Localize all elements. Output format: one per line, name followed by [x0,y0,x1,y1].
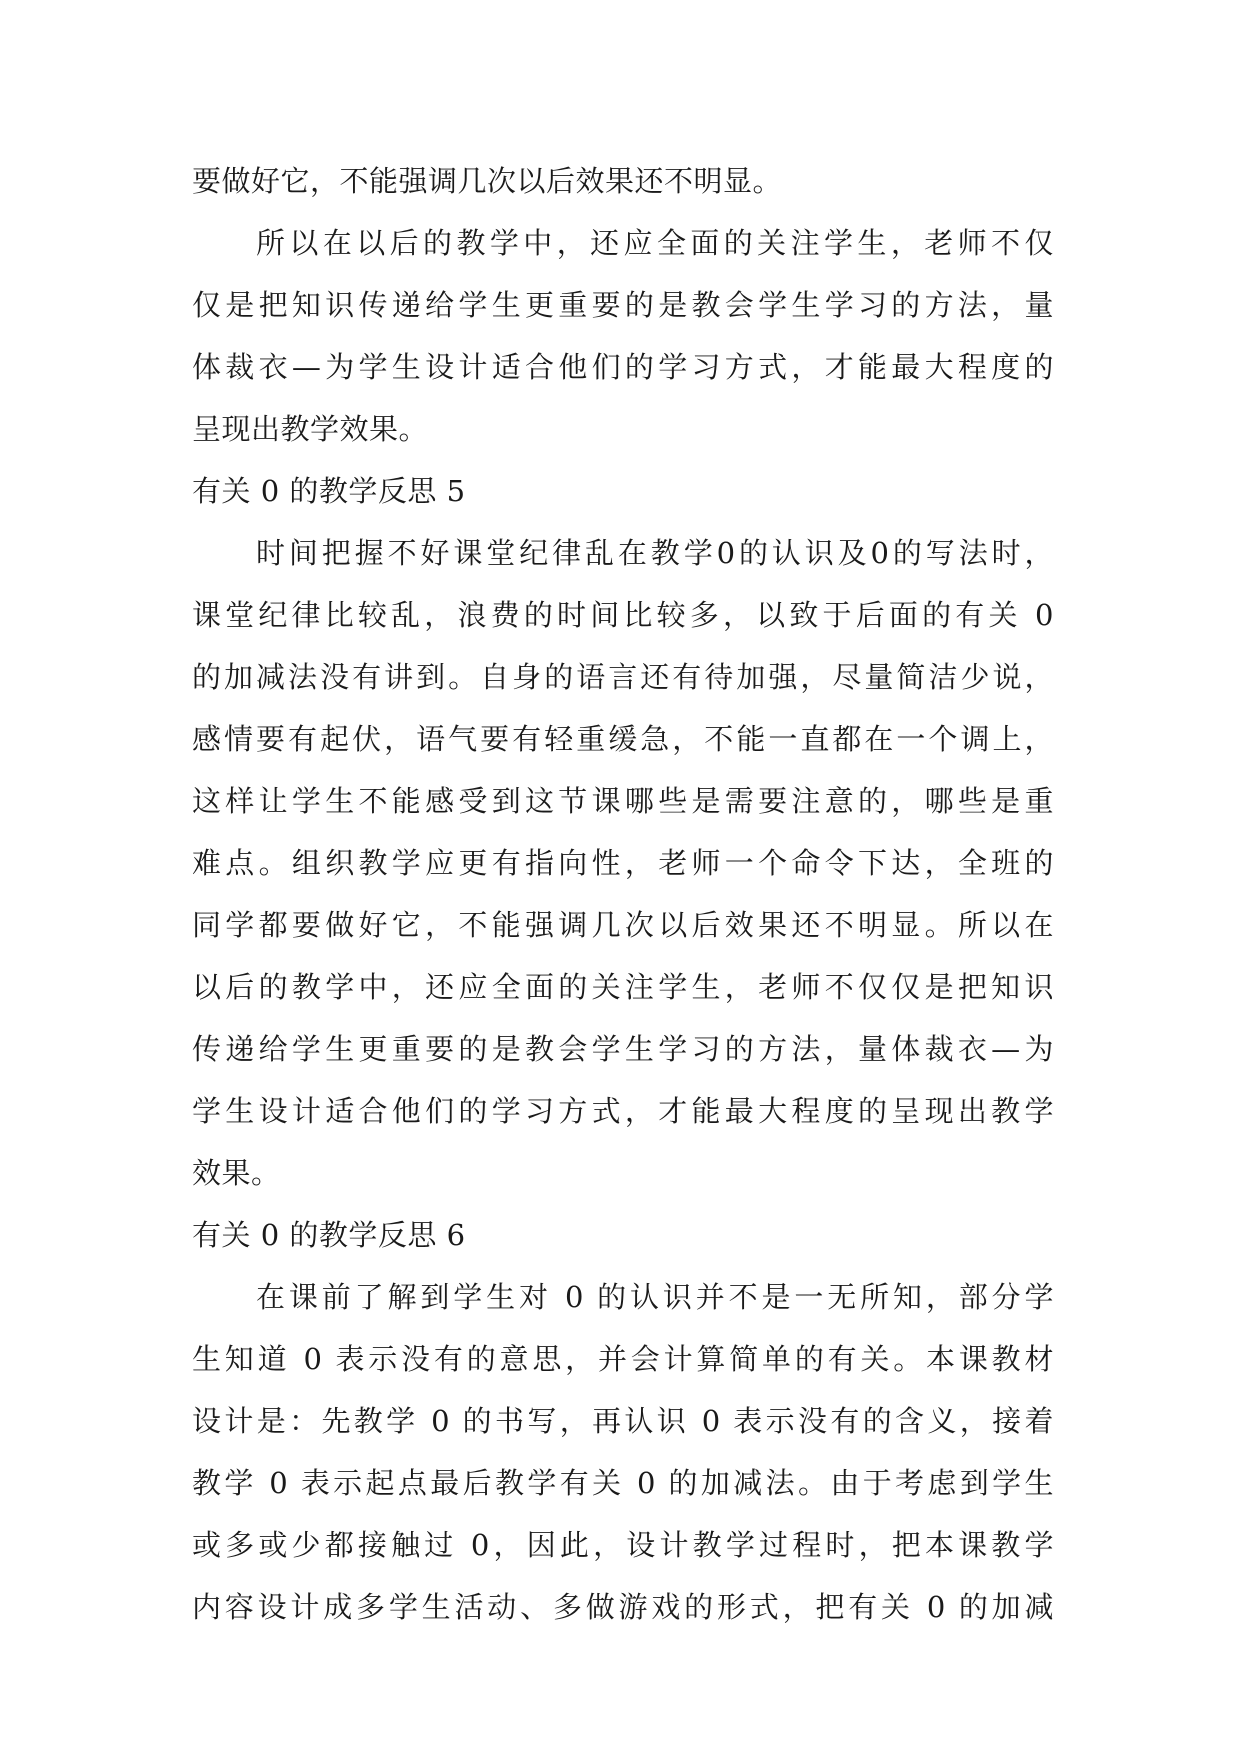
paragraph-line: 仅是把知识传递给学生更重要的是教会学生学习的方法，量 [192,288,1054,322]
paragraph-line: 呈现出教学效果。 [192,412,429,446]
paragraph-line: 效果。 [192,1156,281,1190]
paragraph-line: 的加减法没有讲到。自身的语言还有待加强，尽量简洁少说， [192,660,1054,694]
paragraph-line: 设计是：先教学 0 的书写，再认识 0 表示没有的含义，接着 [192,1404,1054,1438]
paragraph-line: 课堂纪律比较乱，浪费的时间比较多，以致于后面的有关 0 [192,598,1054,632]
paragraph-line: 同学都要做好它，不能强调几次以后效果还不明显。所以在 [192,908,1054,942]
paragraph-line: 在课前了解到学生对 0 的认识并不是一无所知，部分学 [256,1280,1054,1314]
section-heading: 有关 0 的教学反思 6 [192,1218,466,1252]
paragraph-line: 或多或少都接触过 0，因此，设计教学过程时，把本课教学 [192,1528,1054,1562]
paragraph-line: 这样让学生不能感受到这节课哪些是需要注意的，哪些是重 [192,784,1054,818]
paragraph-line: 生知道 0 表示没有的意思，并会计算简单的有关。本课教材 [192,1342,1054,1376]
paragraph-line: 传递给学生更重要的是教会学生学习的方法，量体裁衣—为 [192,1032,1054,1066]
paragraph-line: 所以在以后的教学中，还应全面的关注学生，老师不仅 [256,226,1054,260]
document-body [192,150,1054,1638]
paragraph-line: 时间把握不好课堂纪律乱在教学0的认识及0的写法时， [256,536,1054,570]
paragraph-line: 学生设计适合他们的学习方式，才能最大程度的呈现出教学 [192,1094,1054,1128]
paragraph-line: 要做好它，不能强调几次以后效果还不明显。 [192,164,783,198]
paragraph-line: 教学 0 表示起点最后教学有关 0 的加减法。由于考虑到学生 [192,1466,1054,1500]
section-heading: 有关 0 的教学反思 5 [192,474,466,508]
paragraph-line: 体裁衣—为学生设计适合他们的学习方式，才能最大程度的 [192,350,1054,384]
paragraph-line: 以后的教学中，还应全面的关注学生，老师不仅仅是把知识 [192,970,1054,1004]
paragraph-line: 难点。组织教学应更有指向性，老师一个命令下达，全班的 [192,846,1054,880]
paragraph-line: 感情要有起伏，语气要有轻重缓急，不能一直都在一个调上， [192,722,1054,756]
paragraph-line: 内容设计成多学生活动、多做游戏的形式，把有关 0 的加减 [192,1590,1054,1624]
